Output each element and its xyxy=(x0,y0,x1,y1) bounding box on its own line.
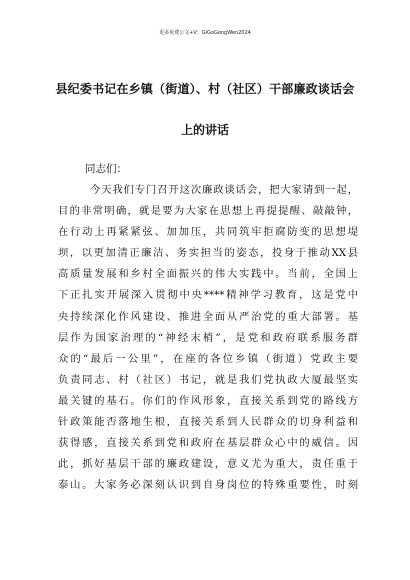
body-line: 目的非常明确，就是要为大家在思想上再提提醒、敲敲钟， xyxy=(58,205,358,218)
header-note: 更多免费公文+V：GiGoGongWen2024 xyxy=(159,30,251,36)
document-subtitle: 上的讲话 xyxy=(180,123,229,137)
body-line: 负责同志、村（社区）书记，就是我们党执政大厦最坚实 xyxy=(58,373,358,386)
body-line: 央持续深化作风建设、推进全面从严治党的重大部署。基 xyxy=(58,310,358,323)
salutation: 同志们： xyxy=(85,163,127,175)
body-line: 获得感，直接关系到党和政府在基层群众心中的威信。因 xyxy=(58,437,358,450)
body-line: 下正扎实开展深入贯彻中央****精神学习教育，这是党中 xyxy=(58,289,358,302)
body-line: 在行动上再紧紧弦、加加压，共同筑牢拒腐防变的思想堤 xyxy=(58,226,358,239)
body-line: 今天我们专门召开这次廉政谈话会，把大家请到一起， xyxy=(90,184,358,196)
document-title: 县纪委书记在乡镇（街道）、村（社区）干部廉政谈话会 xyxy=(55,82,355,96)
body-line: 泰山。大家务必深刻认识到自身岗位的特殊重要性，时刻 xyxy=(58,479,358,492)
body-text xyxy=(58,180,358,496)
body-line: 众的“最后一公里”，在座的各位乡镇（街道）党政主要 xyxy=(58,352,358,365)
body-line: 最关键的基石。你们的作风形象，直接关系到党的路线方 xyxy=(58,394,358,407)
body-line: 层作为国家治理的“神经末梢”，是党和政府联系服务群 xyxy=(58,331,358,344)
body-line: 此，抓好基层干部的廉政建设，意义尤为重大，责任重于 xyxy=(58,458,358,471)
body-line: 坝，以更加清正廉洁、务实担当的姿态，投身于推动XX县 xyxy=(58,247,358,260)
body-line: 针政策能否落地生根，直接关系到人民群众的切身利益和 xyxy=(58,416,358,429)
body-line: 高质量发展和乡村全面振兴的伟大实践中。当前，全国上 xyxy=(58,268,358,281)
